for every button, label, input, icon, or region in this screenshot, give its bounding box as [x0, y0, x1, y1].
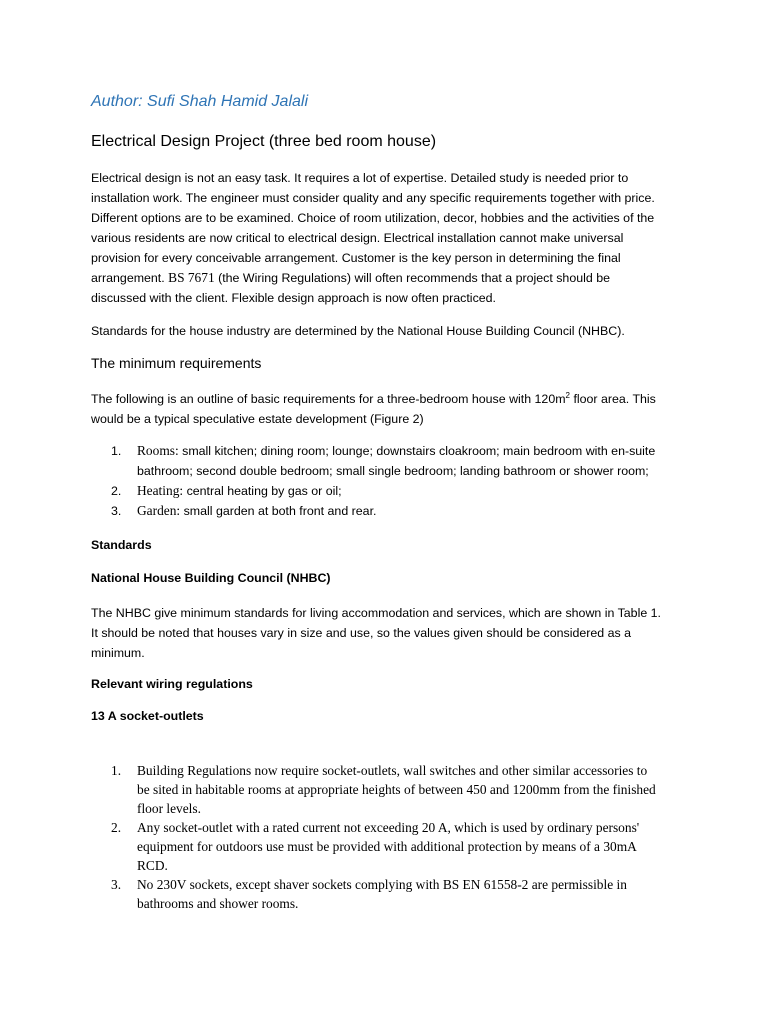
- list-text: small garden at both front and rear.: [183, 504, 377, 518]
- list-number: 2.: [111, 484, 122, 498]
- list-line: [137, 441, 691, 461]
- list-item: [91, 761, 691, 818]
- list-line: Any socket-outlet with a rated current not exceeding 20 A, which is used by ordinary persons': [137, 820, 640, 835]
- list-item: [91, 481, 691, 501]
- list-number: 2.: [111, 820, 122, 835]
- list-item: [91, 441, 691, 481]
- superscript: 2: [565, 390, 570, 400]
- list-line: No 230V sockets, except shaver sockets complying with BS EN 61558-2 are permissible in: [137, 877, 627, 892]
- regulations-list: [91, 761, 691, 913]
- intro-line-text: arrangement.: [91, 271, 169, 285]
- bs-7671-reference: BS 7671: [168, 270, 215, 285]
- intro-line: Different options are to be examined. Choice of room utilization, decor, hobbies and the activities of the: [91, 211, 655, 225]
- list-number: 1.: [111, 763, 122, 778]
- intro-paragraph: [91, 168, 691, 308]
- list-item: [91, 875, 691, 913]
- list-number: 3.: [111, 877, 122, 892]
- outline-line: would be a typical speculative estate development (Figure 2): [91, 412, 424, 426]
- nhbc-line: It should be noted that houses vary in size and use, so the values given should be considered as a: [91, 626, 632, 640]
- list-line: be sited in habitable rooms at appropriate heights of between 450 and 1200mm from the finished: [137, 782, 656, 797]
- document-title: Electrical Design Project (three bed room house): [91, 133, 437, 150]
- list-label: Heating:: [137, 483, 184, 498]
- list-line: [137, 481, 691, 501]
- standards-heading: Standards: [91, 538, 152, 552]
- author-line: Author: Sufi Shah Hamid Jalali: [91, 93, 308, 110]
- min-requirements-heading: The minimum requirements: [91, 355, 262, 371]
- list-label: Garden:: [137, 503, 181, 518]
- intro-line-text: (the Wiring Regulations) will often recommends that a project should be: [214, 271, 610, 285]
- intro-line: installation work. The engineer must consider quality and any specific requirements together with price.: [91, 191, 655, 205]
- list-item: [91, 818, 691, 875]
- intro-line: Electrical design is not an easy task. It requires a lot of expertise. Detailed study is needed prior to: [91, 171, 629, 185]
- outline-text: floor area. This: [570, 392, 656, 406]
- intro-line: [91, 268, 691, 288]
- outline-line: [91, 389, 691, 409]
- intro-line: various residents are now critical to electrical design. Electrical installation cannot make universal: [91, 231, 624, 245]
- list-label: Rooms:: [137, 443, 179, 458]
- socket-outlets-heading: 13 A socket-outlets: [91, 709, 204, 723]
- list-line: floor levels.: [137, 801, 201, 816]
- nhbc-line: minimum.: [91, 646, 145, 660]
- wiring-regulations-heading: Relevant wiring regulations: [91, 677, 253, 691]
- list-line: RCD.: [137, 858, 168, 873]
- list-number: 1.: [111, 444, 122, 458]
- intro-line: discussed with the client. Flexible design approach is now often practiced.: [91, 291, 496, 305]
- outline-text: The following is an outline of basic requirements for a three-bedroom house with 120m: [91, 392, 566, 406]
- list-number: 3.: [111, 504, 122, 518]
- list-line: equipment for outdoors use must be provided with additional protection by means of a 30mA: [137, 839, 637, 854]
- list-line: bathrooms and shower rooms.: [137, 896, 299, 911]
- list-line: Building Regulations now require socket-outlets, wall switches and other similar accessories to: [137, 763, 648, 778]
- requirements-list: [91, 441, 691, 521]
- outline-paragraph: [91, 389, 691, 429]
- list-line: [137, 501, 691, 521]
- nhbc-paragraph: [91, 603, 691, 663]
- intro-line: provision for every conceivable arrangement. Customer is the key person in determining the final: [91, 251, 621, 265]
- nhbc-heading: National House Building Council (NHBC): [91, 571, 331, 585]
- list-text: central heating by gas or oil;: [186, 484, 342, 498]
- list-text: small kitchen; dining room; lounge; downstairs cloakroom; main bedroom with en-suite: [182, 444, 656, 458]
- list-item: [91, 501, 691, 521]
- list-line: bathroom; second double bedroom; small single bedroom; landing bathroom or shower room;: [137, 464, 649, 478]
- standards-intro: Standards for the house industry are determined by the National House Building Council (NHBC).: [91, 324, 625, 338]
- nhbc-line: The NHBC give minimum standards for living accommodation and services, which are shown in Table 1.: [91, 606, 661, 620]
